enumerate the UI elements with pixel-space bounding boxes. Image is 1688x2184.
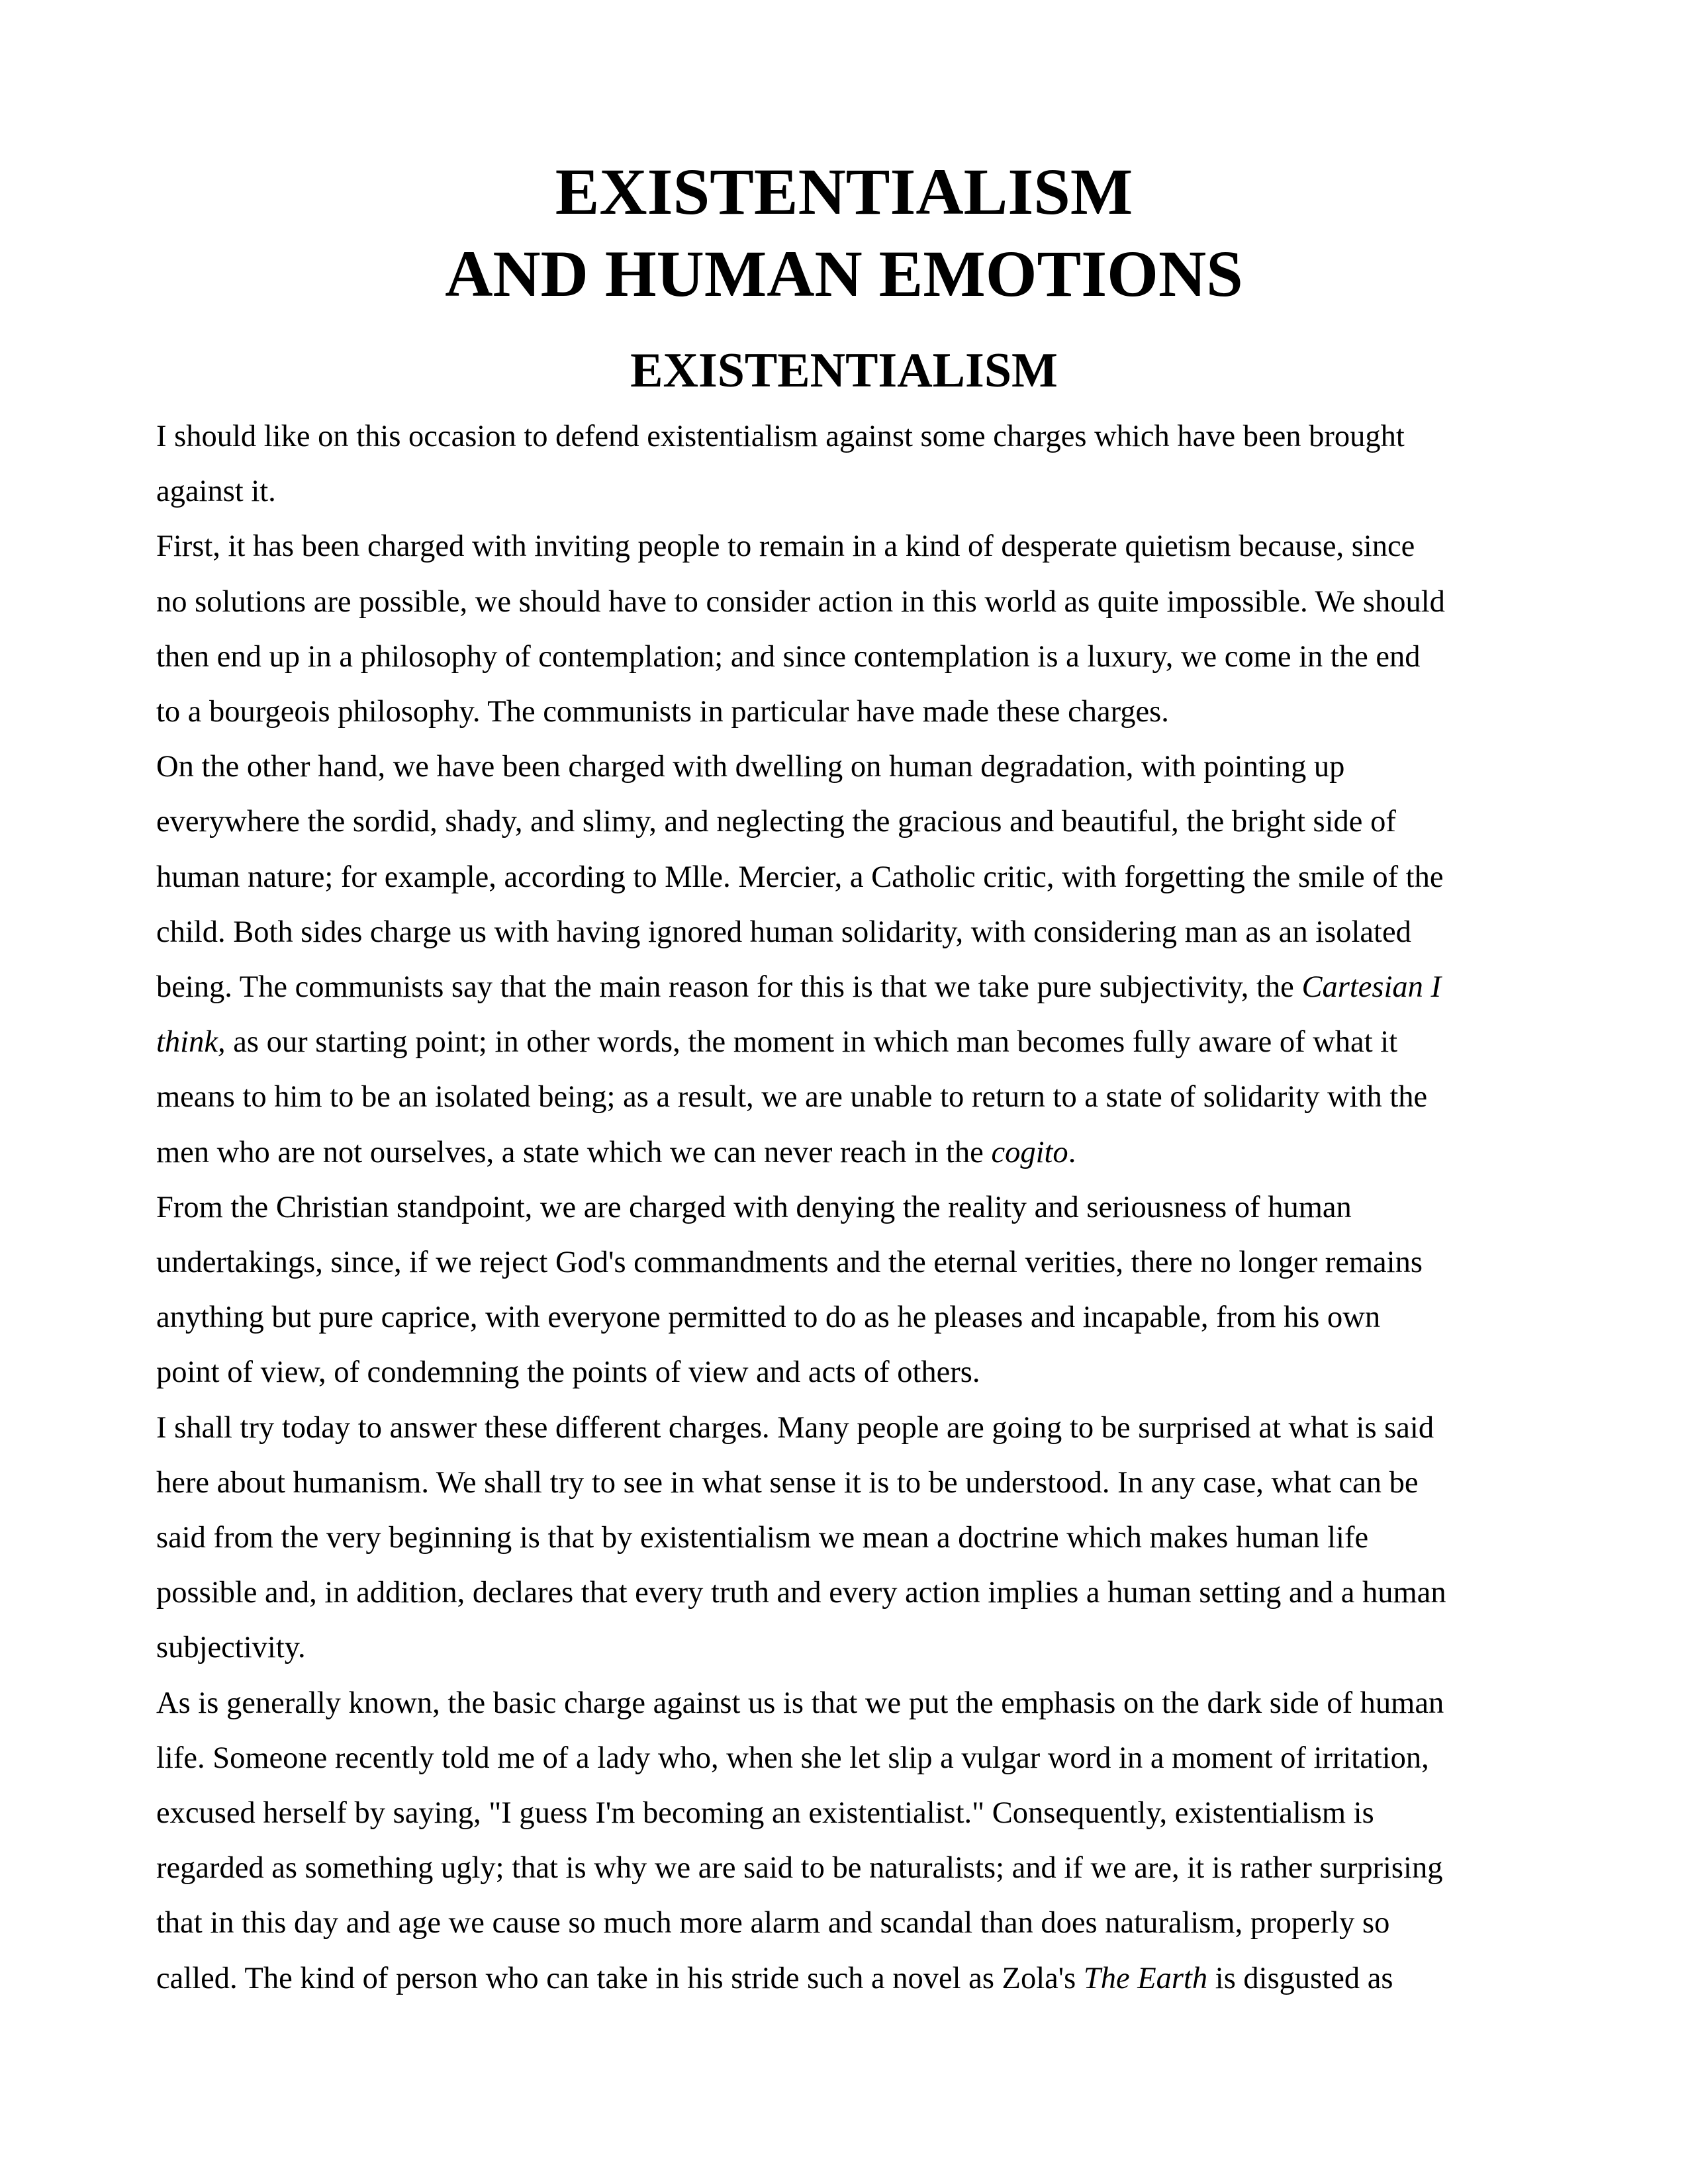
text-line <box>156 519 1553 574</box>
text-run: I should like on this occasion to defend existentialism against some charges which have been brought <box>156 420 1405 453</box>
text-run: excused herself by saying, "I guess I'm becoming an existentialist." Consequently, existentialism is <box>156 1796 1374 1831</box>
text-line <box>156 1015 1553 1069</box>
text-line <box>156 1400 1553 1455</box>
text-run: subjectivity. <box>156 1631 306 1665</box>
text-run: no solutions are possible, we should have to consider action in this world as quite impossible. We should <box>156 584 1445 619</box>
paragraph <box>156 519 1553 739</box>
text-run: possible and, in addition, declares that every truth and every action implies a human setting and a human <box>156 1576 1446 1610</box>
text-run: regarded as something ugly; that is why we are said to be naturalists; and if we are, it is rather surprising <box>156 1851 1443 1886</box>
text-run: said from the very beginning is that by existentialism we mean a doctrine which makes human life <box>156 1521 1369 1555</box>
text-line <box>156 1290 1553 1345</box>
text-line <box>156 1731 1553 1786</box>
text-line <box>156 1345 1553 1400</box>
text-run: men who are not ourselves, a state which we can never reach in the <box>156 1135 992 1169</box>
text-line <box>156 1895 1553 1950</box>
text-line <box>156 905 1553 960</box>
text-line <box>156 1841 1553 1895</box>
text-run: called. The kind of person who can take in his stride such a novel as Zola's <box>156 1961 1084 1995</box>
text-run: life. Someone recently told me of a lady who, when she let slip a vulgar word in a moment of irritation, <box>156 1741 1429 1775</box>
text-run: point of view, of condemning the points of view and acts of others. <box>156 1355 980 1390</box>
italic-text-run: cogito <box>991 1135 1068 1169</box>
text-line <box>156 629 1553 684</box>
text-run: I shall try today to answer these different charges. Many people are going to be surprised at what is said <box>156 1410 1434 1445</box>
title-line-2: AND HUMAN EMOTIONS <box>445 237 1243 310</box>
text-run: being. The communists say that the main reason for this is that we take pure subjectivity, the <box>156 970 1302 1005</box>
text-line <box>156 960 1553 1015</box>
italic-text-run: The Earth <box>1083 1961 1208 1995</box>
text-run: . <box>1068 1135 1076 1169</box>
text-line <box>156 464 1553 519</box>
paragraph <box>156 1180 1553 1400</box>
text-line <box>156 409 1553 464</box>
text-line <box>156 1565 1553 1620</box>
document-title <box>0 151 1688 315</box>
text-line <box>156 1676 1553 1731</box>
text-run: means to him to be an isolated being; as a result, we are unable to return to a state of solidarity with the <box>156 1080 1428 1115</box>
text-line <box>156 1235 1553 1290</box>
text-run: then end up in a philosophy of contemplation; and since contemplation is a luxury, we come in the end <box>156 639 1421 674</box>
text-line <box>156 1069 1553 1124</box>
text-line <box>156 739 1553 794</box>
text-line <box>156 1125 1553 1180</box>
text-line <box>156 794 1553 849</box>
text-run: everywhere the sordid, shady, and slimy, and neglecting the gracious and beautiful, the bright side of <box>156 805 1396 839</box>
text-line <box>156 1180 1553 1235</box>
text-run: human nature; for example, according to Mlle. Mercier, a Catholic critic, with forgetting the smile of the <box>156 860 1444 894</box>
text-run: From the Christian standpoint, we are charged with denying the reality and seriousness of human <box>156 1190 1352 1224</box>
text-run: that in this day and age we cause so much more alarm and scandal than does naturalism, properly so <box>156 1906 1390 1940</box>
text-line <box>156 850 1553 905</box>
text-run: is disgusted as <box>1207 1961 1393 1995</box>
text-run: here about humanism. We shall try to see in what sense it is to be understood. In any case, what can be <box>156 1465 1419 1500</box>
text-line <box>156 1455 1553 1510</box>
text-line <box>156 1620 1553 1675</box>
text-run: as our starting point; in other words, the moment in which man becomes fully aware of what it <box>225 1025 1398 1060</box>
text-run: anything but pure caprice, with everyone permitted to do as he pleases and incapable, from his own <box>156 1300 1381 1335</box>
paragraph <box>156 409 1553 519</box>
text-run: undertakings, since, if we reject God's commandments and the eternal verities, there no longer remains <box>156 1246 1423 1280</box>
italic-text-run: Cartesian I <box>1301 970 1441 1005</box>
text-line <box>156 1786 1553 1841</box>
text-run: On the other hand, we have been charged with dwelling on human degradation, with pointing up <box>156 750 1345 784</box>
text-line <box>156 1510 1553 1565</box>
text-run: to a bourgeois philosophy. The communists in particular have made these charges. <box>156 695 1169 729</box>
italic-text-run: think, <box>156 1025 226 1060</box>
body-text <box>156 409 1553 2006</box>
paragraph <box>156 1676 1553 2006</box>
text-line <box>156 574 1553 629</box>
text-line <box>156 1951 1553 2006</box>
paragraph <box>156 1400 1553 1676</box>
text-run: First, it has been charged with inviting people to remain in a kind of desperate quietism because, since <box>156 529 1415 564</box>
paragraph <box>156 739 1553 1180</box>
text-run: As is generally known, the basic charge against us is that we put the emphasis on the dark side of human <box>156 1686 1444 1720</box>
title-line-1: EXISTENTIALISM <box>555 155 1133 228</box>
text-run: against it. <box>156 475 276 509</box>
text-line <box>156 684 1553 739</box>
section-heading: EXISTENTIALISM <box>630 343 1058 398</box>
text-run: child. Both sides charge us with having ignored human solidarity, with considering man as an isolated <box>156 915 1411 949</box>
